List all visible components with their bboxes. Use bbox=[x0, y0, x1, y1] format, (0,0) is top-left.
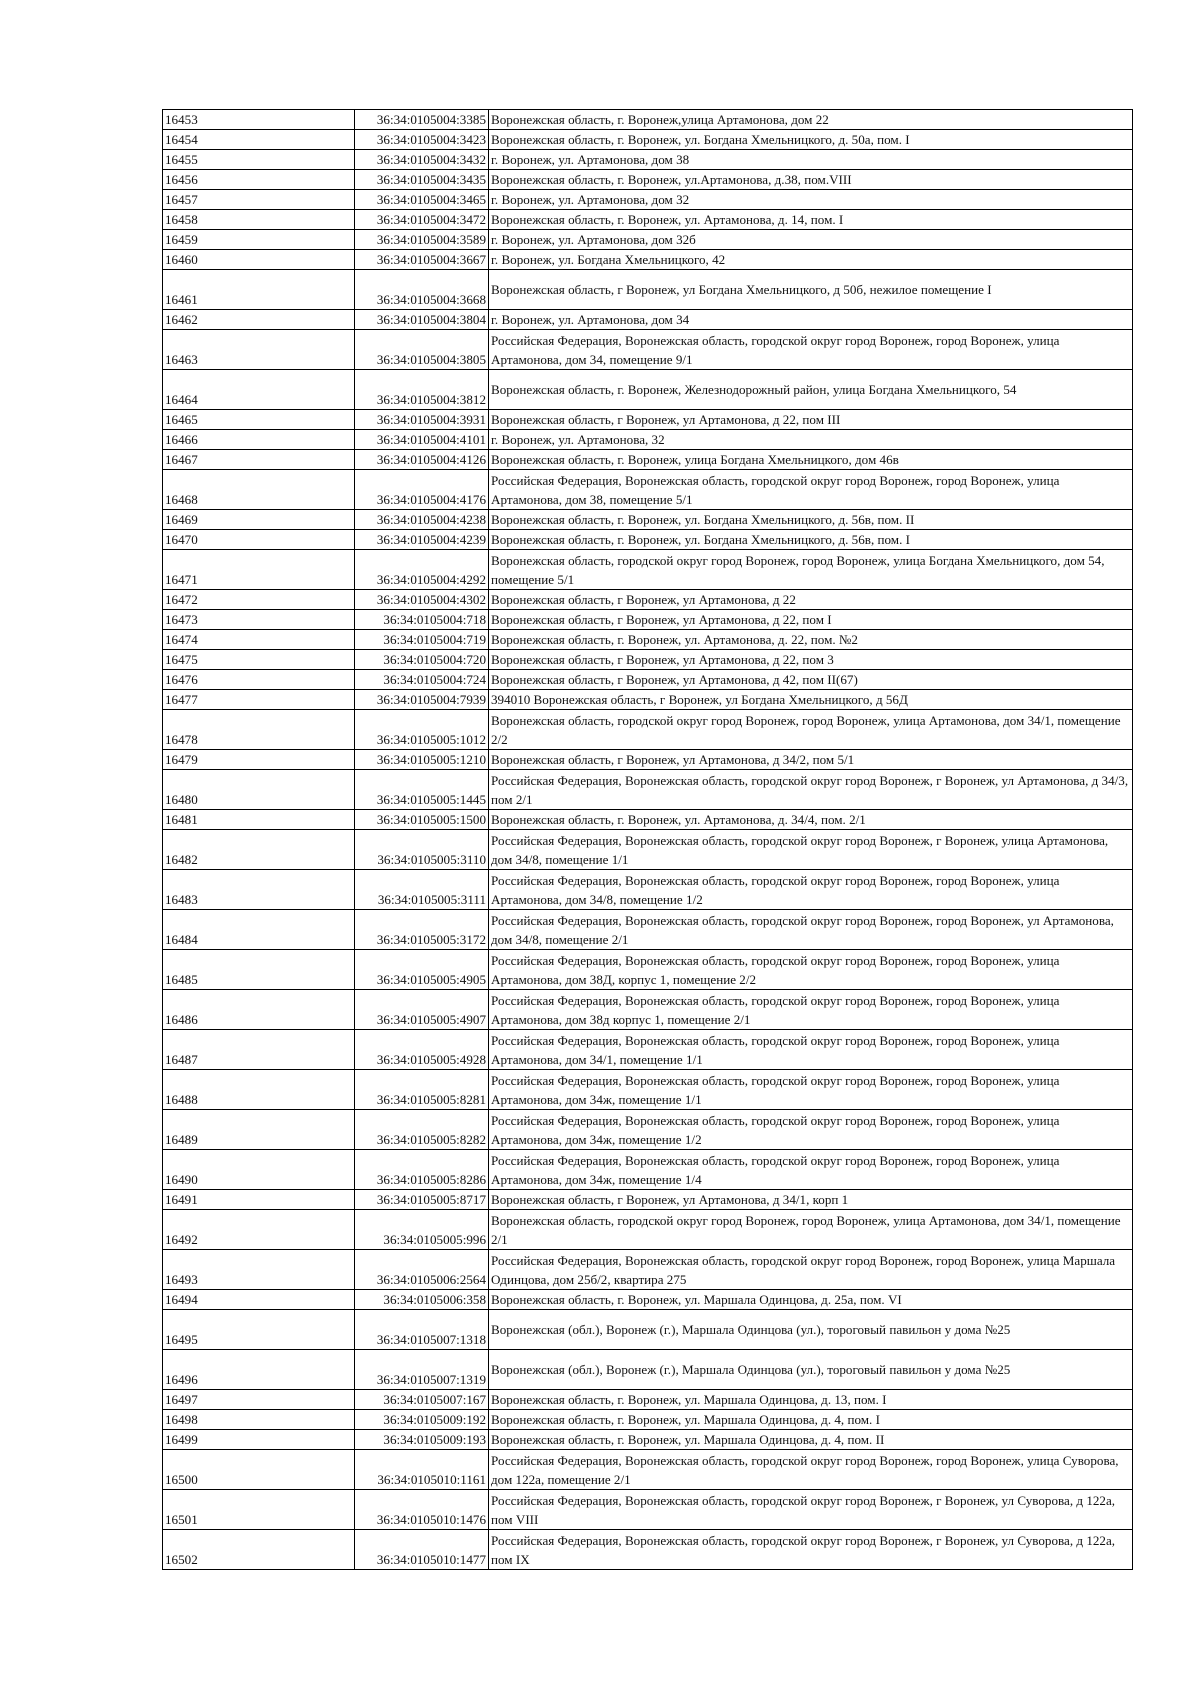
cadastral-number-cell: 36:34:0105004:3668 bbox=[355, 270, 489, 310]
cadastral-number-cell: 36:34:0105004:4239 bbox=[355, 530, 489, 550]
row-number-cell: 16460 bbox=[163, 250, 355, 270]
cadastral-number-cell: 36:34:0105005:3111 bbox=[355, 870, 489, 910]
address-cell: Воронежская область, городской округ город Воронеж, город Воронеж, улица Богдана Хмельницкого, дом 54, помещение 5/1 bbox=[489, 550, 1133, 590]
address-cell: Российская Федерация, Воронежская область, городской округ город Воронеж, город Воронеж, улица Артамонова, дом 38д корпус 1, помещение 2/1 bbox=[489, 990, 1133, 1030]
address-cell: Воронежская область, г. Воронеж, ул.Артамонова, д.38, пом.VIII bbox=[489, 170, 1133, 190]
address-cell: Воронежская область, г. Воронеж, Железнодорожный район, улица Богдана Хмельницкого, 54 bbox=[489, 370, 1133, 410]
table-row bbox=[163, 1030, 1133, 1070]
row-number-cell: 16458 bbox=[163, 210, 355, 230]
row-number-cell: 16495 bbox=[163, 1310, 355, 1350]
table-row bbox=[163, 1450, 1133, 1490]
address-cell: 394010 Воронежская область, г Воронеж, ул Богдана Хмельницкого, д 56Д bbox=[489, 690, 1133, 710]
table-row bbox=[163, 110, 1133, 130]
table-row bbox=[163, 430, 1133, 450]
row-number-cell: 16488 bbox=[163, 1070, 355, 1110]
address-cell: Российская Федерация, Воронежская область, городской округ город Воронеж, город Воронеж, улица Артамонова, дом 34/1, помещение 1/1 bbox=[489, 1030, 1133, 1070]
row-number-cell: 16484 bbox=[163, 910, 355, 950]
row-number-cell: 16465 bbox=[163, 410, 355, 430]
cadastral-number-cell: 36:34:0105007:1318 bbox=[355, 1310, 489, 1350]
table-row bbox=[163, 1310, 1133, 1350]
cadastral-number-cell: 36:34:0105004:3432 bbox=[355, 150, 489, 170]
address-cell: Воронежская область, г. Воронеж, ул. Маршала Одинцова, д. 4, пом. II bbox=[489, 1430, 1133, 1450]
row-number-cell: 16490 bbox=[163, 1150, 355, 1190]
row-number-cell: 16462 bbox=[163, 310, 355, 330]
address-cell: Воронежская область, г Воронеж, ул Артамонова, д 22, пом III bbox=[489, 410, 1133, 430]
table-row bbox=[163, 770, 1133, 810]
address-cell: Воронежская область, г Воронеж, ул Артамонова, д 42, пом II(67) bbox=[489, 670, 1133, 690]
address-cell: Российская Федерация, Воронежская область, городской округ город Воронеж, город Воронеж, улица Маршала Одинцова, дом 25б/2, квартира 275 bbox=[489, 1250, 1133, 1290]
cadastral-number-cell: 36:34:0105010:1161 bbox=[355, 1450, 489, 1490]
cadastral-number-cell: 36:34:0105004:4292 bbox=[355, 550, 489, 590]
table-row bbox=[163, 910, 1133, 950]
address-cell: Воронежская область, г. Воронеж, ул. Маршала Одинцова, д. 13, пом. I bbox=[489, 1390, 1133, 1410]
row-number-cell: 16463 bbox=[163, 330, 355, 370]
cadastral-number-cell: 36:34:0105005:1210 bbox=[355, 750, 489, 770]
row-number-cell: 16457 bbox=[163, 190, 355, 210]
table-row bbox=[163, 650, 1133, 670]
table-row bbox=[163, 1190, 1133, 1210]
cadastral-number-cell: 36:34:0105004:4176 bbox=[355, 470, 489, 510]
table-row bbox=[163, 310, 1133, 330]
address-cell: Воронежская область, г. Воронеж, ул. Маршала Одинцова, д. 25а, пом. VI bbox=[489, 1290, 1133, 1310]
row-number-cell: 16470 bbox=[163, 530, 355, 550]
cadastral-number-cell: 36:34:0105005:8286 bbox=[355, 1150, 489, 1190]
row-number-cell: 16498 bbox=[163, 1410, 355, 1430]
cadastral-number-cell: 36:34:0105005:1012 bbox=[355, 710, 489, 750]
cadastral-number-cell: 36:34:0105005:4907 bbox=[355, 990, 489, 1030]
address-cell: Воронежская область, г. Воронеж, ул. Богдана Хмельницкого, д. 50а, пом. I bbox=[489, 130, 1133, 150]
cadastral-number-cell: 36:34:0105004:718 bbox=[355, 610, 489, 630]
table-row bbox=[163, 1210, 1133, 1250]
row-number-cell: 16461 bbox=[163, 270, 355, 310]
row-number-cell: 16500 bbox=[163, 1450, 355, 1490]
table-row bbox=[163, 1290, 1133, 1310]
cadastral-number-cell: 36:34:0105006:2564 bbox=[355, 1250, 489, 1290]
address-cell: г. Воронеж, ул. Артамонова, дом 34 bbox=[489, 310, 1133, 330]
cadastral-number-cell: 36:34:0105005:4928 bbox=[355, 1030, 489, 1070]
address-cell: Российская Федерация, Воронежская область, городской округ город Воронеж, г Воронеж, ул Суворова, д 122а, пом VIII bbox=[489, 1490, 1133, 1530]
cadastral-number-cell: 36:34:0105006:358 bbox=[355, 1290, 489, 1310]
row-number-cell: 16493 bbox=[163, 1250, 355, 1290]
cadastral-number-cell: 36:34:0105004:3385 bbox=[355, 110, 489, 130]
row-number-cell: 16473 bbox=[163, 610, 355, 630]
cadastral-number-cell: 36:34:0105004:3423 bbox=[355, 130, 489, 150]
address-cell: Российская Федерация, Воронежская область, городской округ город Воронеж, город Воронеж, улица Артамонова, дом 34/8, помещение 1/2 bbox=[489, 870, 1133, 910]
address-cell: Воронежская область, г. Воронеж, ул. Богдана Хмельницкого, д. 56в, пом. II bbox=[489, 510, 1133, 530]
row-number-cell: 16454 bbox=[163, 130, 355, 150]
cadastral-number-cell: 36:34:0105004:3931 bbox=[355, 410, 489, 430]
table-row bbox=[163, 250, 1133, 270]
row-number-cell: 16501 bbox=[163, 1490, 355, 1530]
address-cell: г. Воронеж, ул. Артамонова, дом 32 bbox=[489, 190, 1133, 210]
table-row bbox=[163, 370, 1133, 410]
row-number-cell: 16480 bbox=[163, 770, 355, 810]
cadastral-number-cell: 36:34:0105004:4126 bbox=[355, 450, 489, 470]
address-cell: Воронежская область, г. Воронеж, ул. Артамонова, д. 14, пом. I bbox=[489, 210, 1133, 230]
cadastral-number-cell: 36:34:0105005:8281 bbox=[355, 1070, 489, 1110]
row-number-cell: 16474 bbox=[163, 630, 355, 650]
cadastral-number-cell: 36:34:0105004:3465 bbox=[355, 190, 489, 210]
cadastral-number-cell: 36:34:0105009:192 bbox=[355, 1410, 489, 1430]
cadastral-number-cell: 36:34:0105004:3435 bbox=[355, 170, 489, 190]
table-row bbox=[163, 1150, 1133, 1190]
cadastral-number-cell: 36:34:0105004:719 bbox=[355, 630, 489, 650]
address-cell: Российская Федерация, Воронежская область, городской округ город Воронеж, г Воронеж, ул Суворова, д 122а, пом IX bbox=[489, 1530, 1133, 1570]
row-number-cell: 16456 bbox=[163, 170, 355, 190]
table-row bbox=[163, 1530, 1133, 1570]
registry-table bbox=[162, 109, 1133, 1570]
address-cell: Воронежская область, г. Воронеж, улица Богдана Хмельницкого, дом 46в bbox=[489, 450, 1133, 470]
address-cell: Воронежская область, г Воронеж, ул Артамонова, д 34/1, корп 1 bbox=[489, 1190, 1133, 1210]
cadastral-number-cell: 36:34:0105005:8717 bbox=[355, 1190, 489, 1210]
table-row bbox=[163, 410, 1133, 430]
address-cell: Российская Федерация, Воронежская область, городской округ город Воронеж, город Воронеж, улица Артамонова, дом 34ж, помещение 1/2 bbox=[489, 1110, 1133, 1150]
row-number-cell: 16489 bbox=[163, 1110, 355, 1150]
table-row bbox=[163, 670, 1133, 690]
cadastral-number-cell: 36:34:0105004:724 bbox=[355, 670, 489, 690]
cadastral-number-cell: 36:34:0105004:7939 bbox=[355, 690, 489, 710]
cadastral-number-cell: 36:34:0105004:720 bbox=[355, 650, 489, 670]
table-row bbox=[163, 990, 1133, 1030]
row-number-cell: 16453 bbox=[163, 110, 355, 130]
table-row bbox=[163, 190, 1133, 210]
row-number-cell: 16492 bbox=[163, 1210, 355, 1250]
address-cell: Российская Федерация, Воронежская область, городской округ город Воронеж, город Воронеж, улица Артамонова, дом 38Д, корпус 1, помещение 2/2 bbox=[489, 950, 1133, 990]
row-number-cell: 16468 bbox=[163, 470, 355, 510]
table-row bbox=[163, 330, 1133, 370]
cadastral-number-cell: 36:34:0105010:1477 bbox=[355, 1530, 489, 1570]
row-number-cell: 16476 bbox=[163, 670, 355, 690]
row-number-cell: 16479 bbox=[163, 750, 355, 770]
row-number-cell: 16455 bbox=[163, 150, 355, 170]
cadastral-number-cell: 36:34:0105004:3804 bbox=[355, 310, 489, 330]
cadastral-number-cell: 36:34:0105004:3805 bbox=[355, 330, 489, 370]
row-number-cell: 16475 bbox=[163, 650, 355, 670]
address-cell: Российская Федерация, Воронежская область, городской округ город Воронеж, г Воронеж, улица Артамонова, дом 34/8, помещение 1/1 bbox=[489, 830, 1133, 870]
address-cell: Воронежская область, г Воронеж, ул Артамонова, д 22 bbox=[489, 590, 1133, 610]
cadastral-number-cell: 36:34:0105004:4302 bbox=[355, 590, 489, 610]
row-number-cell: 16478 bbox=[163, 710, 355, 750]
row-number-cell: 16499 bbox=[163, 1430, 355, 1450]
table-row bbox=[163, 170, 1133, 190]
row-number-cell: 16491 bbox=[163, 1190, 355, 1210]
row-number-cell: 16502 bbox=[163, 1530, 355, 1570]
table-row bbox=[163, 1490, 1133, 1530]
row-number-cell: 16466 bbox=[163, 430, 355, 450]
address-cell: Российская Федерация, Воронежская область, городской округ город Воронеж, город Воронеж, улица Артамонова, дом 38, помещение 5/1 bbox=[489, 470, 1133, 510]
address-cell: Российская Федерация, Воронежская область, городской округ город Воронеж, город Воронеж, улица Артамонова, дом 34ж, помещение 1/4 bbox=[489, 1150, 1133, 1190]
row-number-cell: 16483 bbox=[163, 870, 355, 910]
row-number-cell: 16494 bbox=[163, 1290, 355, 1310]
address-cell: Российская Федерация, Воронежская область, городской округ город Воронеж, город Воронеж, улица Артамонова, дом 34, помещение 9/1 bbox=[489, 330, 1133, 370]
cadastral-number-cell: 36:34:0105005:3172 bbox=[355, 910, 489, 950]
row-number-cell: 16481 bbox=[163, 810, 355, 830]
table-row bbox=[163, 1410, 1133, 1430]
cadastral-number-cell: 36:34:0105004:4101 bbox=[355, 430, 489, 450]
table-row bbox=[163, 710, 1133, 750]
address-cell: Воронежская область, г Воронеж, ул Артамонова, д 34/2, пом 5/1 bbox=[489, 750, 1133, 770]
table-row bbox=[163, 690, 1133, 710]
table-row bbox=[163, 1430, 1133, 1450]
row-number-cell: 16487 bbox=[163, 1030, 355, 1070]
table-row bbox=[163, 830, 1133, 870]
address-cell: г. Воронеж, ул. Артамонова, дом 38 bbox=[489, 150, 1133, 170]
cadastral-number-cell: 36:34:0105005:1500 bbox=[355, 810, 489, 830]
table-row bbox=[163, 810, 1133, 830]
cadastral-number-cell: 36:34:0105009:193 bbox=[355, 1430, 489, 1450]
table-row bbox=[163, 1110, 1133, 1150]
table-row bbox=[163, 530, 1133, 550]
table-row bbox=[163, 1070, 1133, 1110]
row-number-cell: 16467 bbox=[163, 450, 355, 470]
row-number-cell: 16477 bbox=[163, 690, 355, 710]
cadastral-number-cell: 36:34:0105007:1319 bbox=[355, 1350, 489, 1390]
address-cell: Воронежская область, г. Воронеж,улица Артамонова, дом 22 bbox=[489, 110, 1133, 130]
table-row bbox=[163, 210, 1133, 230]
row-number-cell: 16459 bbox=[163, 230, 355, 250]
address-cell: Воронежская область, городской округ город Воронеж, город Воронеж, улица Артамонова, дом 34/1, помещение 2/1 bbox=[489, 1210, 1133, 1250]
row-number-cell: 16485 bbox=[163, 950, 355, 990]
table-row bbox=[163, 270, 1133, 310]
cadastral-number-cell: 36:34:0105005:4905 bbox=[355, 950, 489, 990]
address-cell: Воронежская область, г. Воронеж, ул. Артамонова, д. 34/4, пом. 2/1 bbox=[489, 810, 1133, 830]
row-number-cell: 16464 bbox=[163, 370, 355, 410]
cadastral-number-cell: 36:34:0105004:3472 bbox=[355, 210, 489, 230]
table-row bbox=[163, 1350, 1133, 1390]
table-row bbox=[163, 950, 1133, 990]
table-row bbox=[163, 750, 1133, 770]
table-row bbox=[163, 590, 1133, 610]
table-row bbox=[163, 630, 1133, 650]
row-number-cell: 16469 bbox=[163, 510, 355, 530]
table-row bbox=[163, 1390, 1133, 1410]
cadastral-number-cell: 36:34:0105004:3812 bbox=[355, 370, 489, 410]
table-row bbox=[163, 1250, 1133, 1290]
address-cell: Воронежская (обл.), Воронеж (г.), Маршала Одинцова (ул.), тороговый павильон у дома №25 bbox=[489, 1350, 1133, 1390]
table-row bbox=[163, 130, 1133, 150]
address-cell: Российская Федерация, Воронежская область, городской округ город Воронеж, г Воронеж, ул Артамонова, д 34/3, пом 2/1 bbox=[489, 770, 1133, 810]
address-cell: г. Воронеж, ул. Артамонова, дом 32б bbox=[489, 230, 1133, 250]
address-cell: Воронежская область, г. Воронеж, ул. Богдана Хмельницкого, д. 56в, пом. I bbox=[489, 530, 1133, 550]
cadastral-number-cell: 36:34:0105010:1476 bbox=[355, 1490, 489, 1530]
cadastral-number-cell: 36:34:0105005:3110 bbox=[355, 830, 489, 870]
address-cell: Воронежская область, г. Воронеж, ул. Маршала Одинцова, д. 4, пом. I bbox=[489, 1410, 1133, 1430]
address-cell: Воронежская (обл.), Воронеж (г.), Маршала Одинцова (ул.), тороговый павильон у дома №25 bbox=[489, 1310, 1133, 1350]
cadastral-number-cell: 36:34:0105004:4238 bbox=[355, 510, 489, 530]
address-cell: Российская Федерация, Воронежская область, городской округ город Воронеж, город Воронеж, улица Суворова, дом 122а, помещение 2/1 bbox=[489, 1450, 1133, 1490]
cadastral-number-cell: 36:34:0105005:1445 bbox=[355, 770, 489, 810]
table-row bbox=[163, 450, 1133, 470]
cadastral-number-cell: 36:34:0105007:167 bbox=[355, 1390, 489, 1410]
row-number-cell: 16497 bbox=[163, 1390, 355, 1410]
table-row bbox=[163, 230, 1133, 250]
table-row bbox=[163, 610, 1133, 630]
table-row bbox=[163, 470, 1133, 510]
address-cell: Воронежская область, г Воронеж, ул Артамонова, д 22, пом 3 bbox=[489, 650, 1133, 670]
row-number-cell: 16472 bbox=[163, 590, 355, 610]
row-number-cell: 16496 bbox=[163, 1350, 355, 1390]
address-cell: Воронежская область, г Воронеж, ул Богдана Хмельницкого, д 50б, нежилое помещение I bbox=[489, 270, 1133, 310]
row-number-cell: 16482 bbox=[163, 830, 355, 870]
table-row bbox=[163, 550, 1133, 590]
cadastral-number-cell: 36:34:0105004:3589 bbox=[355, 230, 489, 250]
cadastral-number-cell: 36:34:0105005:8282 bbox=[355, 1110, 489, 1150]
address-cell: Воронежская область, г Воронеж, ул Артамонова, д 22, пом I bbox=[489, 610, 1133, 630]
address-cell: Российская Федерация, Воронежская область, городской округ город Воронеж, город Воронеж, ул Артамонова, дом 34/8, помещение 2/1 bbox=[489, 910, 1133, 950]
row-number-cell: 16486 bbox=[163, 990, 355, 1030]
table-row bbox=[163, 510, 1133, 530]
address-cell: Воронежская область, городской округ город Воронеж, город Воронеж, улица Артамонова, дом 34/1, помещение 2/2 bbox=[489, 710, 1133, 750]
row-number-cell: 16471 bbox=[163, 550, 355, 590]
table-row bbox=[163, 870, 1133, 910]
cadastral-number-cell: 36:34:0105004:3667 bbox=[355, 250, 489, 270]
address-cell: г. Воронеж, ул. Артамонова, 32 bbox=[489, 430, 1133, 450]
address-cell: Российская Федерация, Воронежская область, городской округ город Воронеж, город Воронеж, улица Артамонова, дом 34ж, помещение 1/1 bbox=[489, 1070, 1133, 1110]
cadastral-number-cell: 36:34:0105005:996 bbox=[355, 1210, 489, 1250]
registry-table-body bbox=[163, 110, 1133, 1570]
address-cell: г. Воронеж, ул. Богдана Хмельницкого, 42 bbox=[489, 250, 1133, 270]
table-row bbox=[163, 150, 1133, 170]
address-cell: Воронежская область, г. Воронеж, ул. Артамонова, д. 22, пом. №2 bbox=[489, 630, 1133, 650]
